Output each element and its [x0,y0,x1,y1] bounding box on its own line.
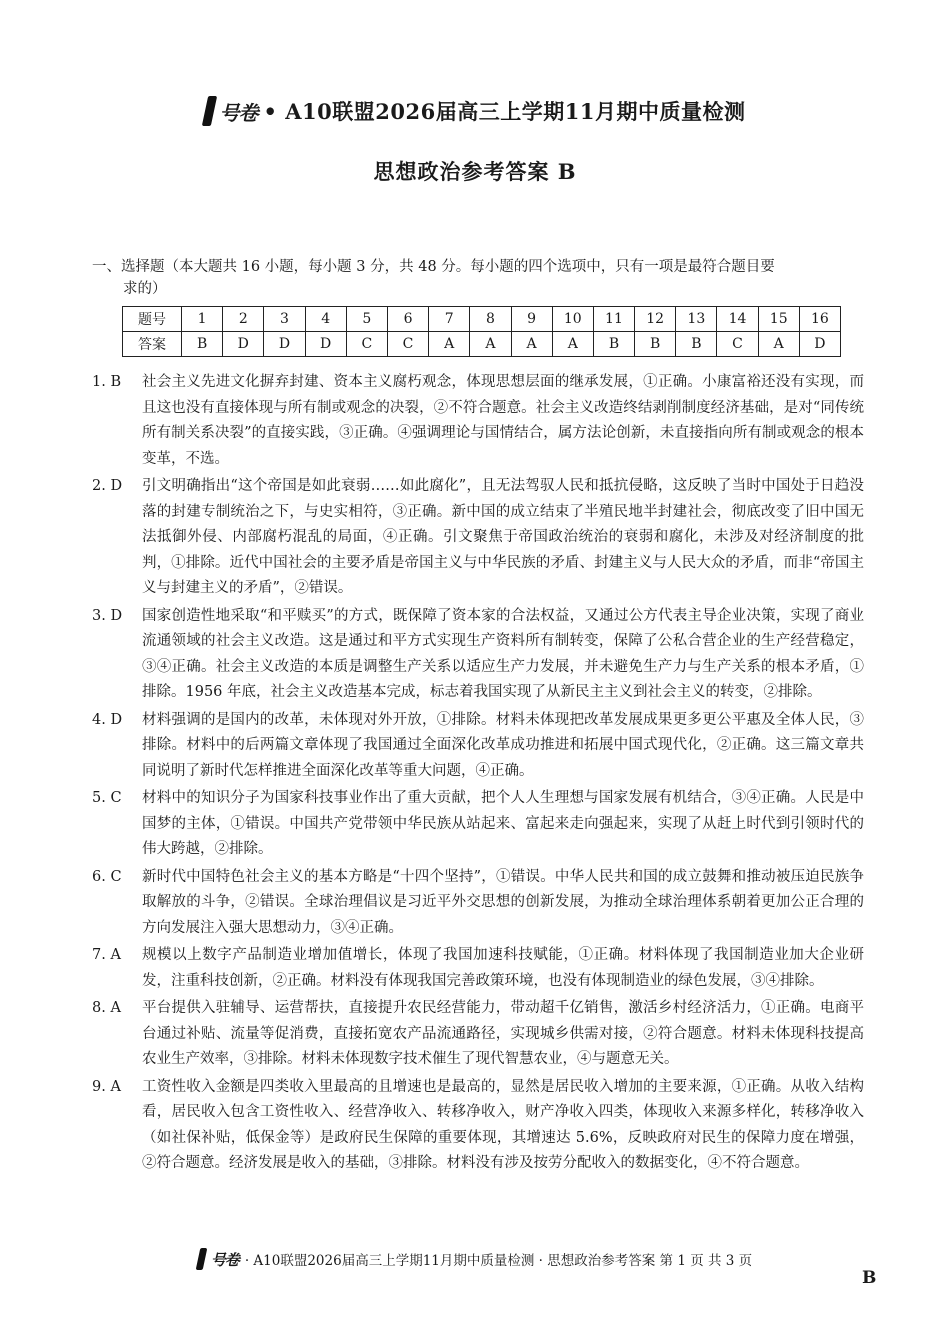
explanation-item [92,1075,864,1177]
answer-cell: A [552,332,593,357]
section-heading [92,256,872,300]
question-number: 12 [635,307,676,332]
answer-cell: B [635,332,676,357]
question-number: 7 [429,307,470,332]
footer-logo-text: 号卷 [210,1250,239,1269]
answer-cell: A [470,332,511,357]
question-number: 8 [470,307,511,332]
answer-cell: A [758,332,799,357]
question-number: 10 [552,307,593,332]
page-header [0,96,950,126]
item-text: 材料强调的是国内的改革，未体现对外开放，①排除。材料未体现把改革发展成果更多更公平惠及全体人民，③排除。材料中的后两篇文章体现了我国通过全面深化改革成功推进和拓展中国式现代化，②正确。这三篇文章共同说明了新时代怎样推进全面深化改革等重大问题，④正确。 [142,711,864,779]
question-number: 16 [799,307,840,332]
answer-cell: D [223,332,264,357]
footer-logo [198,1248,239,1270]
item-number: 6. C [92,868,122,885]
item-text: 引文明确指出“这个帝国是如此衰弱……如此腐化”，且无法驾驭人民和抵抗侵略，这反映了当时中国处于日趋没落的封建专制统治之下，与史实相符，③正确。新中国的成立结束了半殖民地半封建社会，彻底改变了旧中国无法抵御外侵、内部腐朽混乱的局面，④正确。引文聚焦于帝国政治统治的衰弱和腐化，未涉及对经济制度的批判，①排除。近代中国社会的主要矛盾是帝国主义与中华民族的矛盾、封建主义与人民大众的矛盾，而非“帝国主义与封建主义的矛盾”，②错误。 [142,478,864,596]
answer-cell: D [264,332,305,357]
brand-mark-icon [195,1248,207,1270]
question-number: 1 [182,307,223,332]
row-label-answer: 答案 [123,332,182,357]
explanation-item [92,943,864,994]
brand-logo [205,96,258,126]
answer-cell: B [676,332,717,357]
answer-cell: C [717,332,758,357]
row-label-number: 题号 [123,307,182,332]
exam-title: • A10联盟2026届高三上学期11月期中质量检测 [263,99,746,124]
item-number: 7. A [92,947,121,963]
answer-key-title: 思想政治参考答案 B [373,159,577,184]
answer-cell: A [429,332,470,357]
explanation-list [92,370,864,1179]
version-tag: B [862,1268,877,1288]
answer-cell: A [511,332,552,357]
explanation-item [92,865,864,942]
brand-logo-text: 号卷 [219,100,258,125]
answer-row [123,332,841,357]
item-text: 新时代中国特色社会主义的基本方略是“十四个坚持”，①错误。中华人民共和国的成立鼓舞和推动被压迫民族争取解放的斗争，②错误。全球治理倡议是习近平外交思想的创新发展，为推动全球治理体系朝着更加公正合理的方向发展注入强大思想动力，③④正确。 [142,868,864,936]
brand-mark-icon [201,96,216,126]
explanation-item [92,474,864,602]
question-number-row [123,307,841,332]
section-heading-line1: 一、选择题（本大题共 16 小题，每小题 3 分，共 48 分。每小题的四个选项中，只有一项是最符合题目要 [92,259,775,275]
question-number: 3 [264,307,305,332]
item-number: 1. B [92,374,122,390]
answer-cell: D [799,332,840,357]
answer-cell: B [593,332,634,357]
question-number: 5 [346,307,387,332]
item-number: 9. A [92,1078,121,1095]
footer-text: · A10联盟2026届高三上学期11月期中质量检测 · 思想政治参考答案 第 1 页 共 3 页 [244,1253,753,1269]
explanation-item [92,604,864,706]
question-number: 14 [717,307,758,332]
explanation-item [92,996,864,1073]
question-number: 6 [387,307,428,332]
explanation-item [92,786,864,863]
item-text: 社会主义先进文化摒弃封建、资本主义腐朽观念，体现思想层面的继承发展，①正确。小康富裕还没有实现，而且这也没有直接体现与所有制或观念的决裂，②不符合题意。社会主义改造终结剥削制度经济基础，是对“同传统所有制关系决裂”的直接实践，③正确。④强调理论与国情结合，属方法论创新，未直接指向所有制或观念的根本变革，不选。 [142,374,864,467]
page-footer [0,1248,950,1270]
answer-table [122,306,841,357]
item-text: 规模以上数字产品制造业增加值增长，体现了我国加速科技赋能，①正确。材料体现了我国制造业加大企业研发，注重科技创新，②正确。材料没有体现我国完善政策环境，也没有体现制造业的绿色发展，③④排除。 [142,947,864,989]
item-number: 5. C [92,790,122,806]
item-text: 平台提供入驻辅导、运营帮扶，直接提升农民经营能力，带动超千亿销售，激活乡村经济活力，①正确。电商平台通过补贴、流量等促消费，直接拓宽农产品流通路径，实现城乡供需对接，②符合题意。材料未体现科技提高农业生产效率，③排除。材料未体现数字技术催生了现代智慧农业，④与题意无关。 [142,1000,864,1067]
answer-cell: D [305,332,346,357]
item-number: 8. A [92,1000,121,1016]
question-number: 2 [223,307,264,332]
item-number: 3. D [92,607,123,624]
question-number: 9 [511,307,552,332]
item-number: 4. D [92,711,123,728]
answer-cell: C [346,332,387,357]
answer-cell: B [182,332,223,357]
item-text: 材料中的知识分子为国家科技事业作出了重大贡献，把个人人生理想与国家发展有机结合，③④正确。人民是中国梦的主体，①错误。中国共产党带领中华民族从站起来、富起来走向强起来，实现了从赶上时代到引领时代的伟大跨越，②排除。 [142,790,864,857]
answer-cell: C [387,332,428,357]
explanation-item [92,370,864,472]
section-heading-line2: 求的） [123,281,167,297]
item-text: 国家创造性地采取“和平赎买”的方式，既保障了资本家的合法权益，又通过公方代表主导企业决策，实现了商业流通领域的社会主义改造。这是通过和平方式实现生产资料所有制转变，保障了公私合营企业的生产经营稳定，③④正确。社会主义改造的本质是调整生产关系以适应生产力发展，并未避免生产力与生产关系的根本矛盾，①排除。1956 年底，社会主义改造基本完成，标志着我国实现了从新民主主义到社会主义的转变，②排除。 [142,607,864,700]
question-number: 13 [676,307,717,332]
item-number: 2. D [92,478,123,494]
question-number: 11 [593,307,634,332]
question-number: 15 [758,307,799,332]
item-text: 工资性收入金额是四类收入里最高的且增速也是最高的，显然是居民收入增加的主要来源，①正确。从收入结构看，居民收入包含工资性收入、经营净收入、转移净收入，财产净收入四类，体现收入来源多样化，转移净收入（如社保补贴，低保金等）是政府民生保障的重要体现，其增速达 5.6%，反映政府对民生的保障力度在增强，②符合题意。经济发展是收入的基础，③排除。材料没有涉及按劳分配收入的数据变化，④不符合题意。 [142,1078,864,1171]
explanation-item [92,708,864,785]
question-number: 4 [305,307,346,332]
